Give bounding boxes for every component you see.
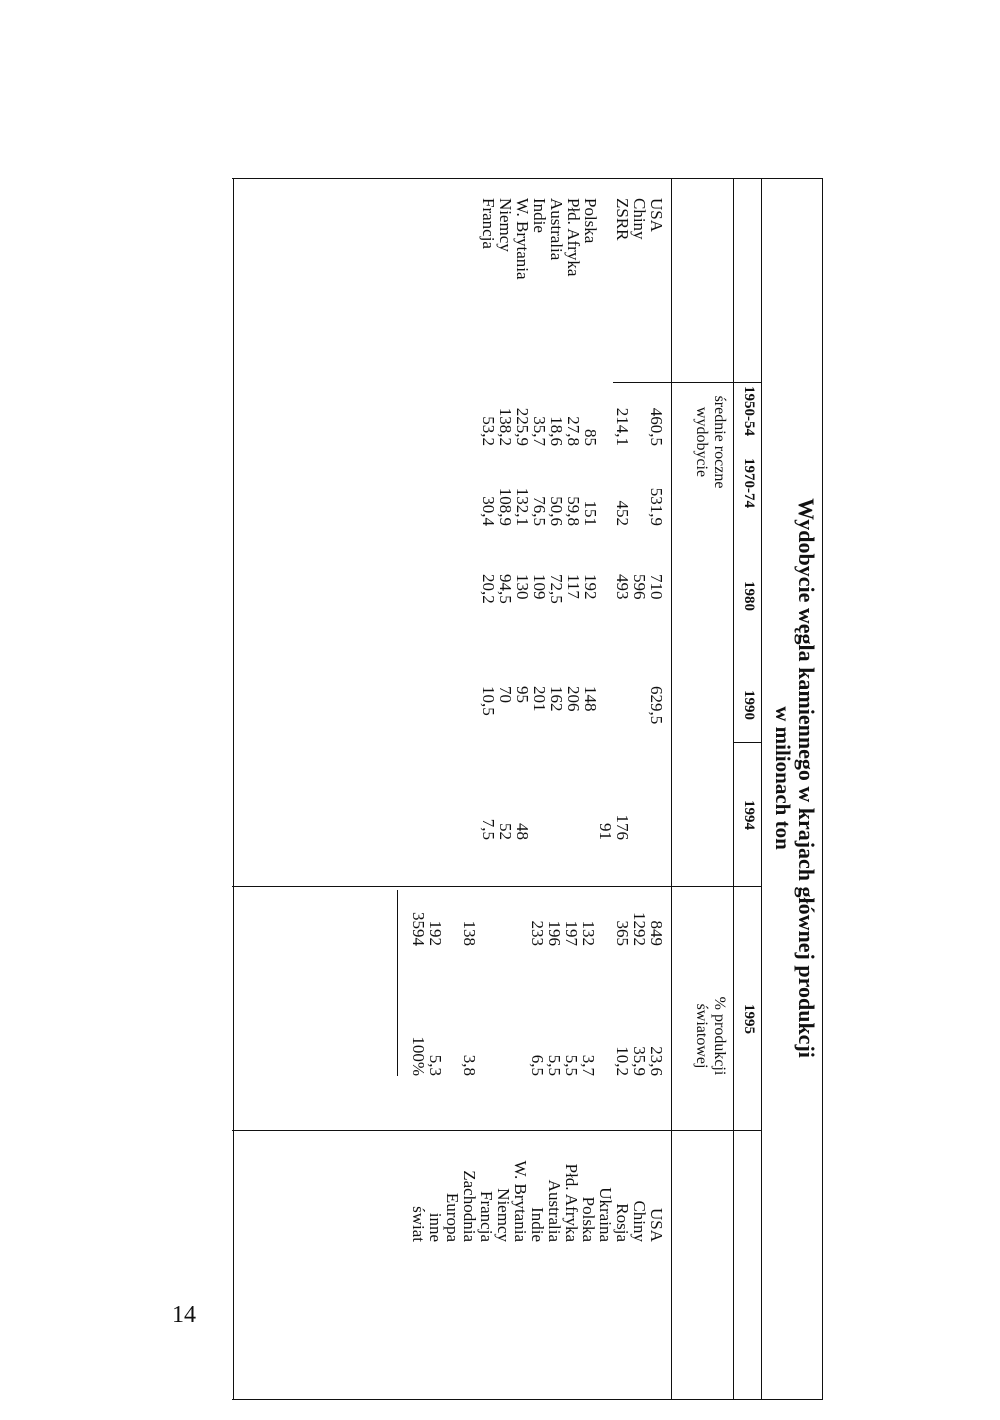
table-border-right: [232, 1399, 823, 1400]
table-cell: 148: [581, 686, 600, 712]
table-cell: [495, 1026, 512, 1076]
rotated-table-frame: [232, 178, 823, 1400]
table-cell: [478, 890, 495, 946]
table-cell: 151: [581, 500, 600, 526]
table-cell: 452: [613, 500, 632, 526]
table-cell: 109: [530, 574, 549, 600]
table-cell: 460,5: [647, 407, 666, 446]
table-cell: 132: [579, 920, 598, 946]
table-cell: 531,9: [647, 487, 666, 526]
table-cell: 596: [630, 574, 649, 600]
table-cell: 100%: [409, 1036, 428, 1076]
col-1994-values: [480, 778, 665, 840]
table-cell: [565, 778, 582, 840]
header-rule-top: [761, 178, 762, 1400]
col-1950-values: [480, 382, 665, 446]
table-cell: 192: [426, 920, 445, 946]
header-1980: 1980: [741, 581, 757, 611]
table-cell: 365: [613, 920, 632, 946]
table-row-country: Rosja: [613, 1203, 632, 1242]
header-1950-54: 1950-54: [741, 386, 757, 436]
table-cell: [648, 778, 665, 840]
table-row-country: Niemcy: [494, 1188, 513, 1242]
table-cell: 1292: [630, 912, 649, 946]
table-cell: 50,6: [547, 496, 566, 526]
table-cell: 214,1: [613, 407, 632, 446]
table-border-top: [822, 178, 823, 1400]
table-cell: 3594: [409, 912, 428, 946]
table-cell: [444, 890, 461, 946]
table-cell: [444, 1026, 461, 1076]
table-cell: 225,9: [513, 407, 532, 446]
table-cell: 192: [581, 574, 600, 600]
table-cell: [495, 890, 512, 946]
table-row-country: Indie: [530, 198, 549, 233]
table-row-country: Polska: [579, 1196, 598, 1242]
table-cell: [548, 778, 565, 840]
table-cell: 59,8: [564, 496, 583, 526]
table-cell: 76,5: [530, 496, 549, 526]
table-cell: [597, 1026, 614, 1076]
table-cell: [631, 382, 648, 446]
table-cell: 30,4: [479, 496, 498, 526]
table-cell: 53,2: [479, 416, 498, 446]
table-cell: 162: [547, 686, 566, 712]
table-row-country: ZSRR: [613, 198, 632, 241]
table-row-country: [599, 198, 614, 348]
table-cell: [512, 1026, 529, 1076]
table-cell: 10,2: [613, 1046, 632, 1076]
col-1995-percents: [410, 1026, 665, 1076]
table-cell: 35,7: [530, 416, 549, 446]
table-row-country: inne: [426, 1212, 445, 1242]
table-cell: 48: [513, 823, 532, 840]
table-cell: 5,3: [426, 1054, 445, 1076]
table-cell: 72,5: [547, 574, 566, 604]
table-cell: [599, 382, 614, 446]
col-1970-values: [480, 446, 665, 526]
table-cell: [599, 686, 614, 746]
table-cell: 176: [613, 814, 632, 840]
table-cell: 91: [596, 823, 615, 840]
table-cell: 138,2: [496, 407, 515, 446]
table-cell: [599, 446, 614, 526]
subheader-avg-line1: średnie roczne: [711, 395, 728, 489]
header-1990: 1990: [741, 690, 757, 720]
table-cell: 493: [613, 574, 632, 600]
table-cell: 117: [564, 574, 583, 599]
table-row-country: USA: [647, 198, 666, 233]
table-cell: 85: [581, 429, 600, 446]
table-row-country: Ukraina: [596, 1187, 615, 1242]
header-1994: 1994: [741, 800, 757, 830]
table-row-country: Zachodnia: [460, 1170, 479, 1242]
table-cell: 3,7: [579, 1054, 598, 1076]
table-row-country: Niemcy: [496, 198, 515, 252]
header-1970-74: 1970-74: [741, 458, 757, 508]
coal-production-table: [232, 178, 823, 1400]
subheader-pct-line2: światowej: [693, 1003, 710, 1069]
table-row-country: Indie: [528, 1207, 547, 1242]
table-row-country: Chiny: [630, 1200, 649, 1242]
table-cell: 132,1: [513, 487, 532, 526]
table-cell: 629,5: [647, 686, 666, 725]
subheader-pct-line1: % produkcji: [711, 996, 728, 1076]
col-divider-4: [232, 1130, 762, 1131]
header-rule-bottom: [671, 178, 672, 1400]
table-cell: 95: [513, 686, 532, 703]
table-row-country: Australia: [545, 1179, 564, 1242]
table-cell: 849: [647, 920, 666, 946]
table-cell: [478, 1026, 495, 1076]
col-1980-values: [480, 574, 665, 634]
table-cell: [631, 686, 648, 746]
table-row-country: Płd. Afryka: [562, 1163, 581, 1242]
table-cell: 201: [530, 686, 549, 712]
table-row-country: Francja: [479, 198, 498, 249]
table-cell: 94,5: [496, 574, 515, 604]
table-row-country: Australia: [547, 198, 566, 261]
table-row-country: Polska: [581, 198, 600, 244]
table-cell: 3,8: [460, 1054, 479, 1076]
table-row-country: Chiny: [630, 198, 649, 240]
table-row-country: USA: [647, 1207, 666, 1242]
table-cell: 197: [562, 920, 581, 946]
table-cell: [512, 890, 529, 946]
table-cell: 18,6: [547, 416, 566, 446]
page-number: 14: [172, 1302, 196, 1328]
table-cell: 130: [513, 574, 532, 600]
table-row-country: świat: [409, 1206, 428, 1242]
table-cell: 10,5: [479, 686, 498, 716]
table-subtitle: w milionach ton: [771, 706, 795, 850]
table-cell: 108,9: [496, 487, 515, 526]
left-country-column: [480, 198, 665, 348]
table-cell: 710: [647, 574, 666, 600]
table-cell: 206: [564, 686, 583, 712]
subheader-avg-line2: wydobycie: [693, 406, 710, 478]
table-cell: 5,5: [545, 1054, 564, 1076]
sum-rule: [397, 890, 398, 1076]
table-cell: 196: [545, 920, 564, 946]
table-cell: 233: [528, 920, 547, 946]
table-cell: 70: [496, 686, 515, 703]
table-cell: 138: [460, 920, 479, 946]
table-cell: [614, 686, 631, 746]
table-row-country: W. Brytania: [511, 1160, 530, 1242]
table-cell: 23,6: [647, 1046, 666, 1076]
table-border-bottom: [233, 178, 234, 1400]
table-cell: 20,2: [479, 574, 498, 604]
table-cell: 7,5: [479, 818, 498, 840]
table-border-left: [232, 178, 823, 179]
table-row-country: Płd. Afryka: [564, 198, 583, 277]
table-cell: 6,5: [528, 1054, 547, 1076]
table-cell: 5,5: [562, 1054, 581, 1076]
table-row-country: Francja: [477, 1191, 496, 1242]
table-title: Wydobycie węgla kamiennego w krajach głównej produkcji: [794, 498, 819, 1058]
header-rule-mid: [733, 178, 734, 1400]
col-divider-3: [232, 886, 762, 887]
table-row-country: Europa: [443, 1192, 462, 1242]
table-cell: 52: [496, 823, 515, 840]
table-cell: [597, 890, 614, 946]
col-1995-amounts: [410, 890, 665, 946]
col-divider-2: [734, 742, 762, 743]
table-cell: [631, 446, 648, 526]
table-cell: [531, 778, 548, 840]
table-row-country: W. Brytania: [513, 198, 532, 280]
table-cell: 35,9: [630, 1046, 649, 1076]
col-1990-values: [480, 686, 665, 746]
table-cell: [631, 778, 648, 840]
header-1995: 1995: [741, 1004, 757, 1034]
col-1995-countries: [410, 1134, 665, 1242]
table-cell: [599, 574, 614, 634]
table-cell: 27,8: [564, 416, 583, 446]
